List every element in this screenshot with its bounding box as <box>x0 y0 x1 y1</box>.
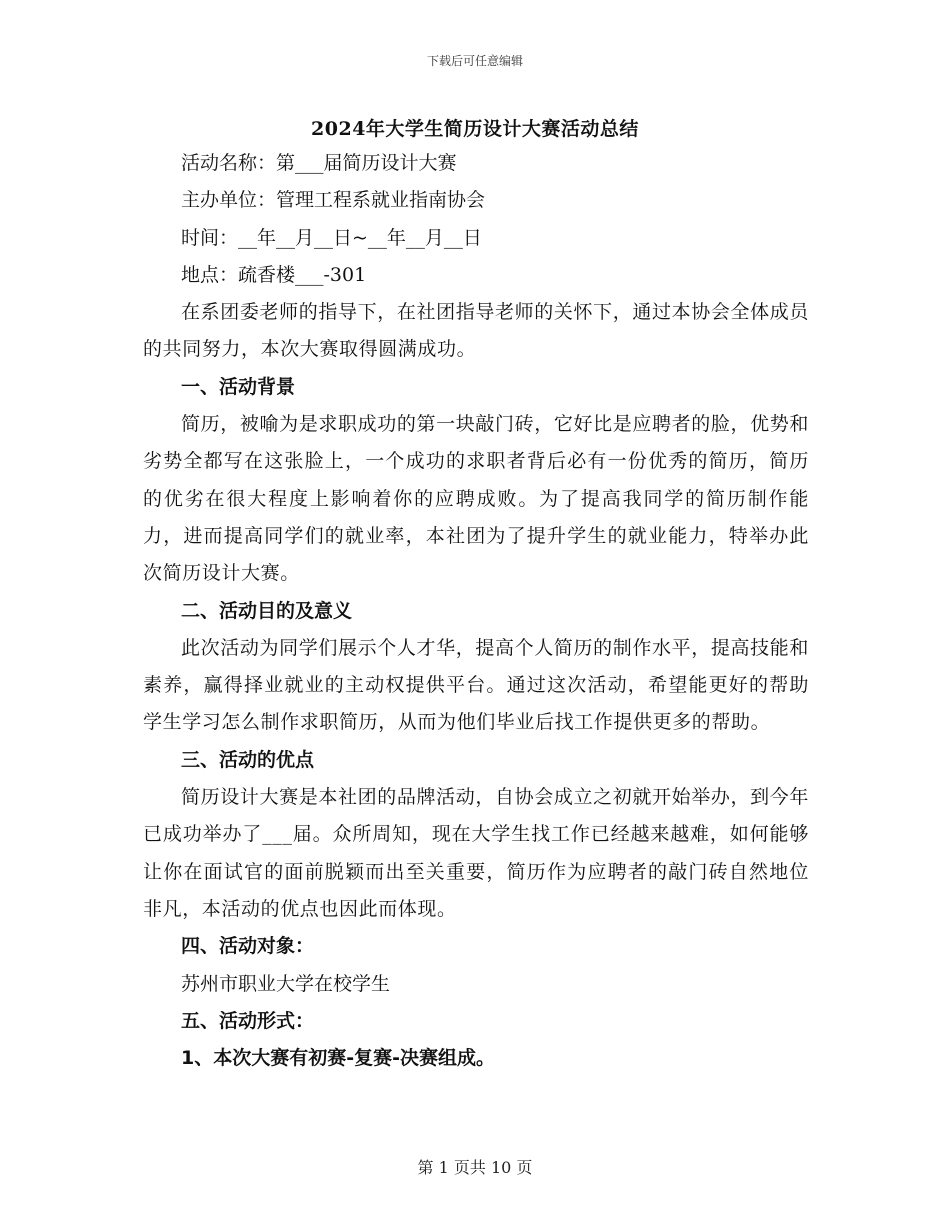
section-body-format: 1、本次大赛有初赛-复赛-决赛组成。 <box>181 1047 495 1070</box>
section-heading-background: 一、活动背景 <box>181 375 296 398</box>
activity-name-line: 活动名称：第___届简历设计大赛 <box>181 152 457 174</box>
organizer-line: 主办单位：管理工程系就业指南协会 <box>181 189 486 212</box>
time-line: 时间：__年__月__日~__年__月__日 <box>181 226 482 249</box>
section-heading-purpose: 二、活动目的及意义 <box>181 599 353 622</box>
section-heading-format: 五、活动形式： <box>181 1009 315 1032</box>
section-body-audience: 苏州市职业大学在校学生 <box>181 972 391 995</box>
section-heading-advantages: 三、活动的优点 <box>181 748 315 771</box>
section-body-background: 简历，被喻为是求职成功的第一块敲门砖，它好比是应聘者的脸，优势和劣势全都写在这张脸上，一个成功的求职者背后必有一份优秀的简历，简历的优劣在很大程度上影响着你的应聘成败。为了提高我同学的简历制作能力，进而提高同学们的就业率，本社团为了提升学生的就业能力，特举办此次简历设计大赛。 <box>143 413 809 585</box>
document-body <box>143 145 809 1077</box>
page-number: 第 1 页共 10 页 <box>417 1158 533 1177</box>
section-body-advantages: 简历设计大赛是本社团的品牌活动，自协会成立之初就开始举办，到今年已成功举办了___届。众所周知，现在大学生找工作已经越来越难，如何能够让你在面试官的面前脱颖而出至关重要，简历作为应聘者的敲门砖自然地位非凡，本活动的优点也因此而体现。 <box>143 786 809 920</box>
place-line: 地点：疏香楼___-301 <box>181 263 367 286</box>
section-body-purpose: 此次活动为同学们展示个人才华，提高个人简历的制作水平，提高技能和素养，赢得择业就业的主动权提供平台。通过这次活动，希望能更好的帮助学生学习怎么制作求职简历，从而为他们毕业后找工作提供更多的帮助。 <box>143 636 809 734</box>
page-header-note: 下载后可任意编辑 <box>426 54 523 68</box>
intro-paragraph: 在系团委老师的指导下，在社团指导老师的关怀下，通过本协会全体成员的共同努力，本次大赛取得圆满成功。 <box>143 301 809 361</box>
document-title: 2024年大学生简历设计大赛活动总结 <box>311 118 639 140</box>
section-heading-audience: 四、活动对象： <box>181 935 315 958</box>
